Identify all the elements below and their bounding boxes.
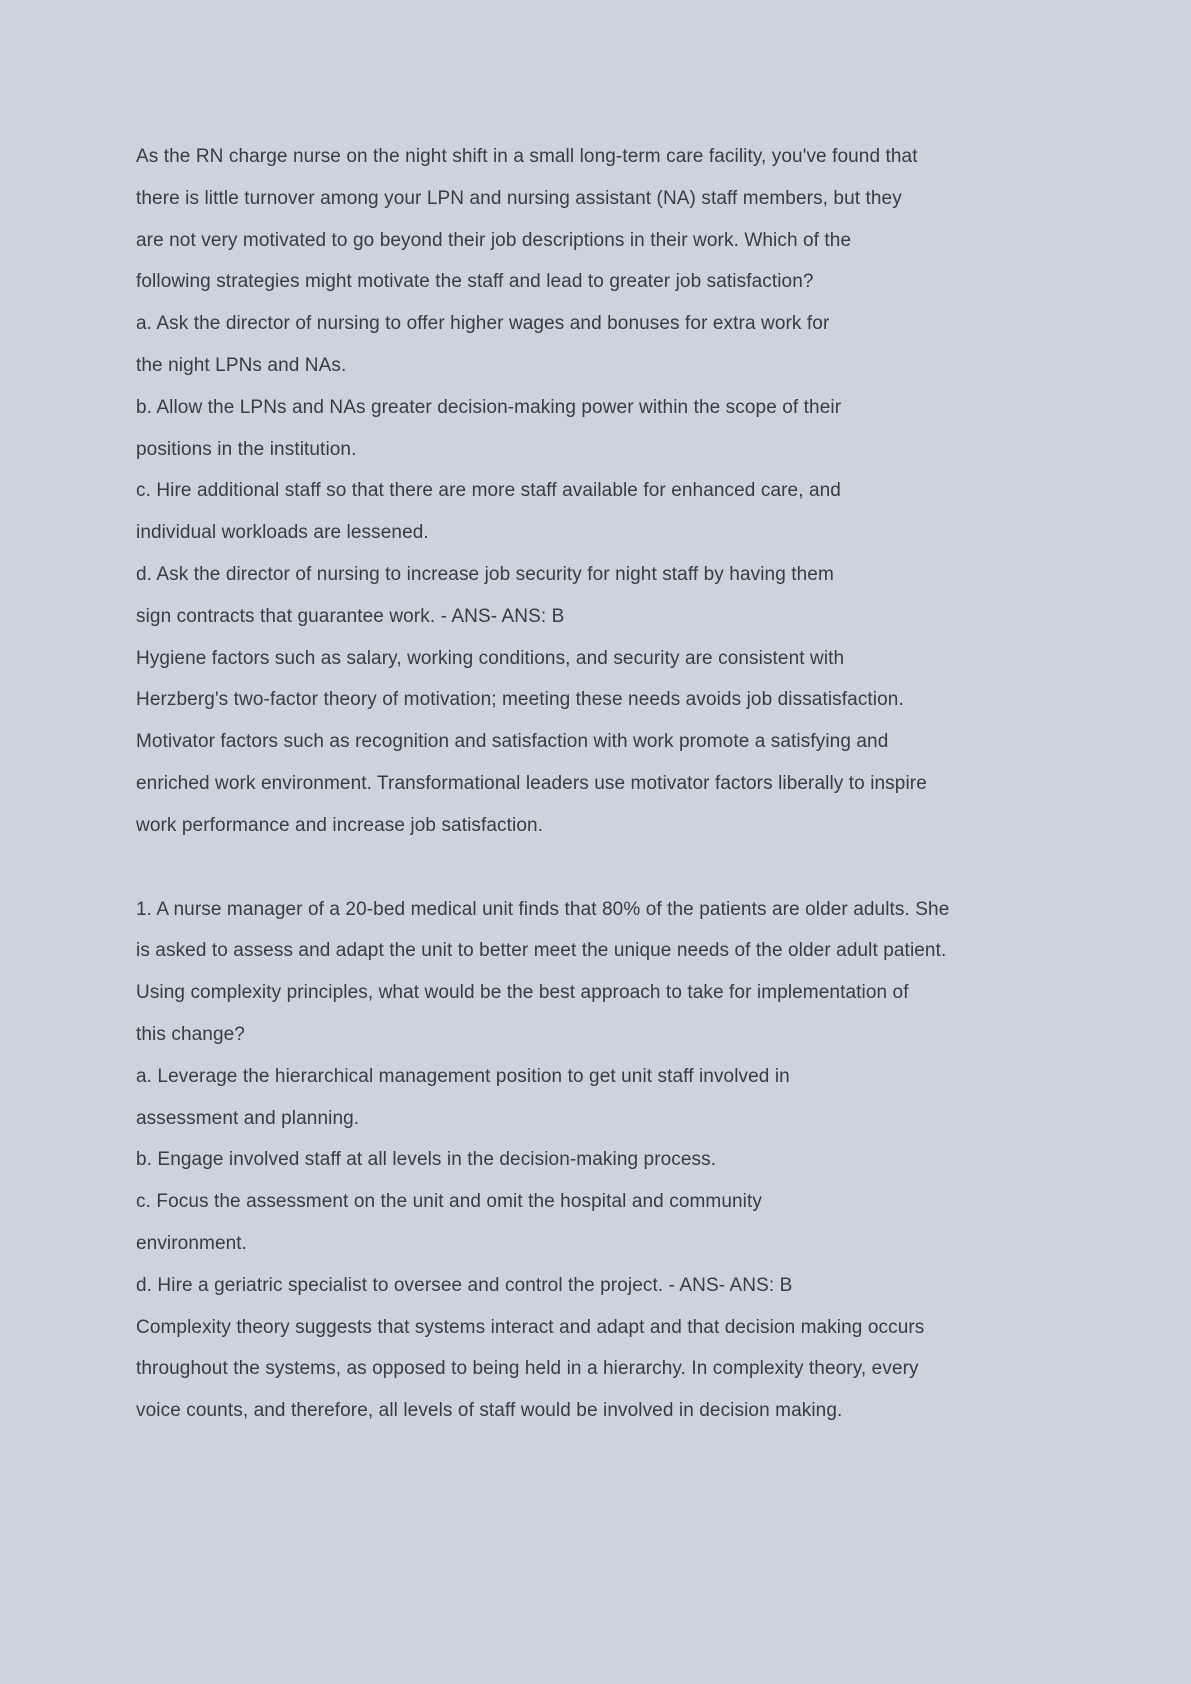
text-line: As the RN charge nurse on the night shift in a small long-term care facility, you've found that (136, 146, 918, 167)
text-line: 1. A nurse manager of a 20-bed medical unit finds that 80% of the patients are older adults. She (136, 898, 950, 920)
text-line: Motivator factors such as recognition and satisfaction with work promote a satisfying and (136, 731, 889, 753)
text-line: the night LPNs and NAs. (136, 354, 347, 376)
text-line: work performance and increase job satisfaction. (136, 814, 544, 836)
text-line: Using complexity principles, what would be the best approach to take for implementation of (136, 982, 909, 1004)
text-line: d. Ask the director of nursing to increase job security for night staff by having them (136, 563, 834, 585)
text-line: b. Allow the LPNs and NAs greater decision-making power within the scope of their (136, 396, 842, 418)
text-line: Hygiene factors such as salary, working conditions, and security are consistent with (136, 647, 845, 669)
text-line: there is little turnover among your LPN and nursing assistant (NA) staff members, but they (136, 187, 902, 209)
text-line: a. Leverage the hierarchical management position to get unit staff involved in (136, 1065, 790, 1087)
text-line: assessment and planning. (136, 1107, 360, 1129)
document-text-body (136, 136, 1071, 1432)
text-line: are not very motivated to go beyond their job descriptions in their work. Which of the (136, 229, 852, 251)
text-line: voice counts, and therefore, all levels of staff would be involved in decision making. (136, 1400, 843, 1422)
text-line: sign contracts that guarantee work. - ANS- ANS: B (136, 605, 565, 627)
text-line: Herzberg's two-factor theory of motivation; meeting these needs avoids job dissatisfaction. (136, 689, 904, 711)
text-line: a. Ask the director of nursing to offer higher wages and bonuses for extra work for (136, 313, 830, 335)
text-line: is asked to assess and adapt the unit to better meet the unique needs of the older adult patient. (136, 940, 947, 962)
text-line: Complexity theory suggests that systems interact and adapt and that decision making occurs (136, 1316, 925, 1338)
paragraph-block (136, 136, 1071, 847)
paragraph-block (136, 889, 1071, 1432)
text-line: enriched work environment. Transformational leaders use motivator factors liberally to inspire (136, 772, 927, 794)
text-line: c. Focus the assessment on the unit and omit the hospital and community (136, 1191, 762, 1213)
text-line: environment. (136, 1232, 248, 1254)
text-line: positions in the institution. (136, 438, 357, 460)
text-line: individual workloads are lessened. (136, 522, 429, 544)
text-line: this change? (136, 1023, 245, 1045)
text-line: b. Engage involved staff at all levels in the decision-making process. (136, 1149, 717, 1171)
text-line: following strategies might motivate the staff and lead to greater job satisfaction? (136, 271, 814, 293)
text-line: throughout the systems, as opposed to being held in a hierarchy. In complexity theory, every (136, 1358, 919, 1380)
text-line: c. Hire additional staff so that there are more staff available for enhanced care, and (136, 480, 841, 502)
text-line: d. Hire a geriatric specialist to oversee and control the project. - ANS- ANS: B (136, 1274, 793, 1296)
